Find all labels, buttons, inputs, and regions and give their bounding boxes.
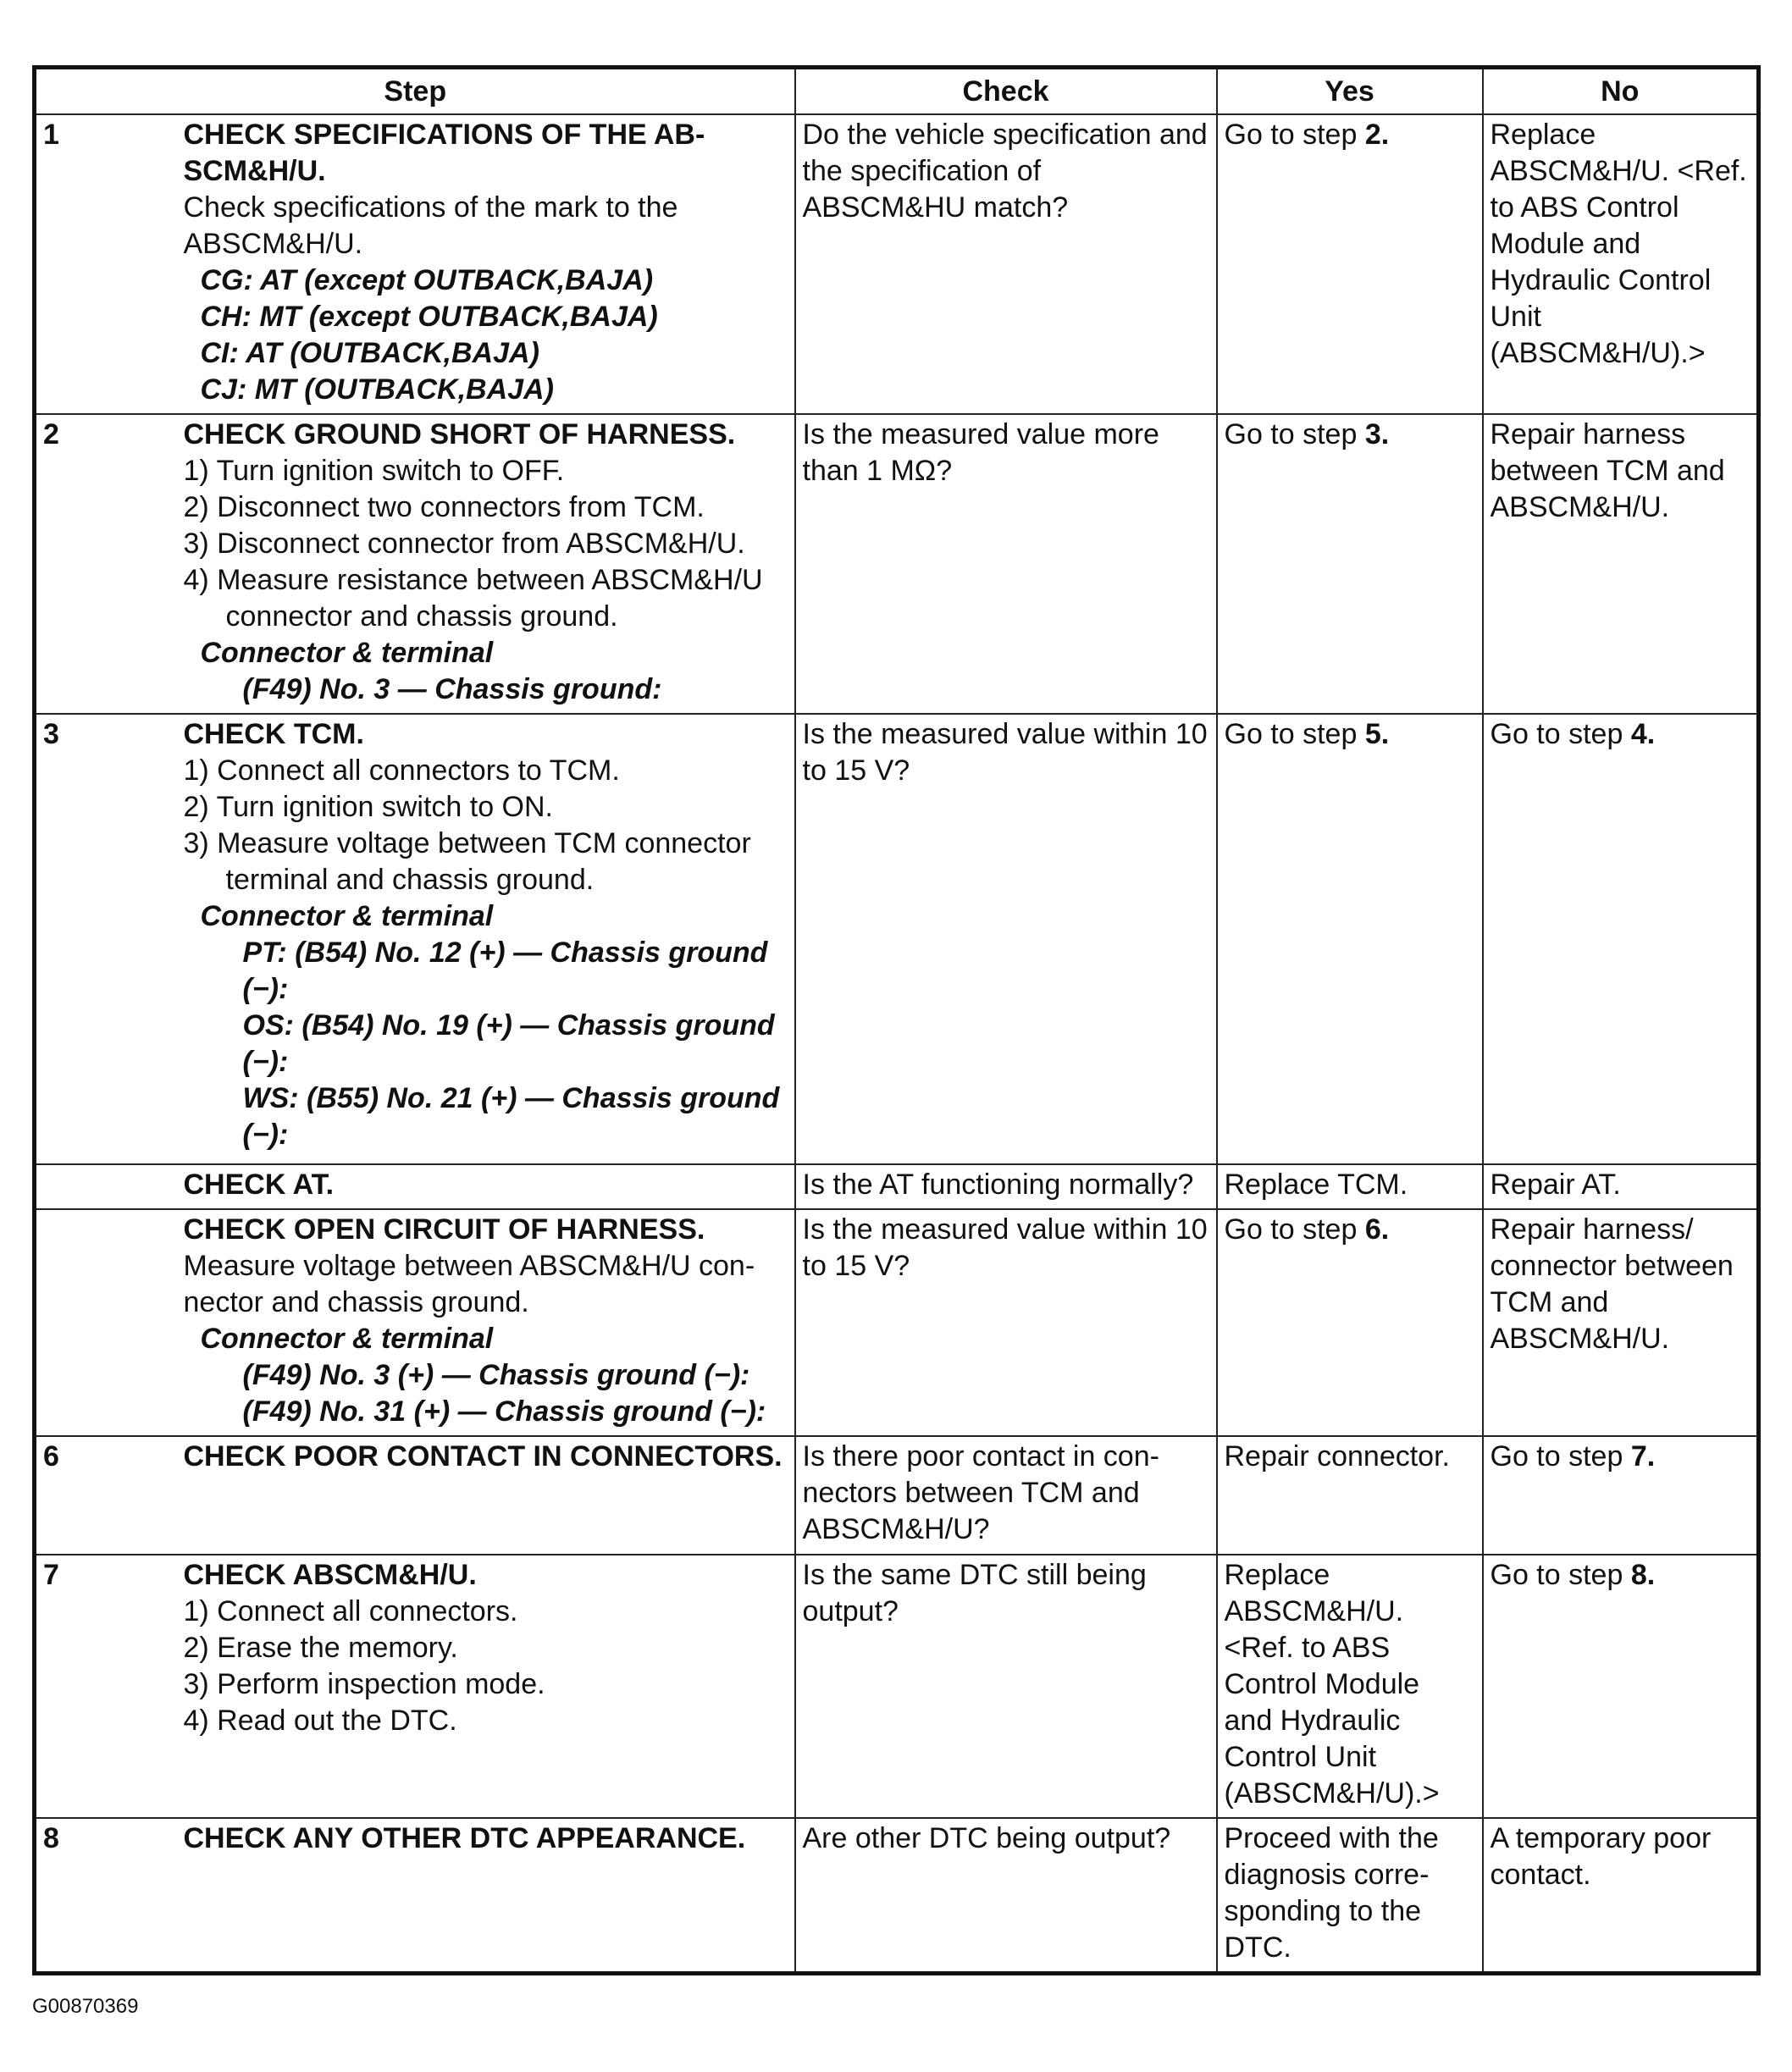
header-yes: Yes [1217, 68, 1483, 115]
no-cell: Repair AT. [1483, 1164, 1759, 1209]
yes-text: Go to step [1224, 718, 1365, 750]
step-cell [177, 1555, 795, 1818]
check-cell: Is there poor contact in con-nectors between TCM and ABSCM&H/U? [795, 1436, 1217, 1555]
step-title: CHECK SPECIFICATIONS OF THE AB-SCM&H/U. [183, 119, 705, 187]
yes-text: Go to step [1224, 119, 1365, 151]
yes-cell [1217, 1209, 1483, 1436]
yes-step: 3. [1364, 418, 1390, 450]
table-row [35, 1436, 1759, 1555]
yes-cell [1217, 414, 1483, 714]
spec-line: (F49) No. 3 (+) — Chassis ground (−): [242, 1359, 750, 1391]
table-row [35, 114, 1759, 414]
no-cell: Replace ABSCM&H/U. <Ref. to ABS Control Module and Hydraulic Control Unit (ABSCM&H/U).> [1483, 114, 1759, 414]
step-title: CHECK GROUND SHORT OF HARNESS. [183, 418, 736, 450]
no-cell: A temporary poor contact. [1483, 1818, 1759, 1974]
no-cell: Repair harness/ connector between TCM and ABSCM&H/U. [1483, 1209, 1759, 1436]
step-title: CHECK ANY OTHER DTC APPEARANCE. [183, 1822, 746, 1854]
spec-line: (F49) No. 3 — Chassis ground: [242, 673, 662, 705]
step-item: 3) Disconnect connector from ABSCM&H/U. [183, 528, 745, 560]
yes-cell: Replace ABSCM&H/U. <Ref. to ABS Control Module and Hydraulic Control Unit (ABSCM&H/U).> [1217, 1555, 1483, 1818]
step-number: 2 [35, 414, 177, 714]
spec-line: CG: AT (except OUTBACK,BAJA) [200, 264, 654, 296]
table-row [35, 714, 1759, 1164]
no-cell: Repair harness between TCM and ABSCM&H/U. [1483, 414, 1759, 714]
step-item: 3) Measure voltage between TCM connector terminal and chassis ground. [183, 827, 751, 896]
spec-label: Connector & terminal [200, 637, 494, 669]
step-title: CHECK AT. [183, 1169, 335, 1201]
yes-cell: Proceed with the diagnosis corre-sponding to the DTC. [1217, 1818, 1483, 1974]
yes-cell: Replace TCM. [1217, 1164, 1483, 1209]
diagnostic-table [32, 65, 1761, 1975]
table-row [35, 1164, 1759, 1209]
step-item: 4) Measure resistance between ABSCM&H/U connector and chassis ground. [183, 564, 763, 633]
header-step: Step [35, 68, 795, 115]
step-number [35, 1164, 177, 1209]
step-cell [177, 1436, 795, 1555]
check-cell: Is the same DTC still being output? [795, 1555, 1217, 1818]
step-title: CHECK ABSCM&H/U. [183, 1559, 477, 1591]
no-step: 7. [1630, 1440, 1656, 1473]
check-cell: Is the measured value within 10 to 15 V? [795, 714, 1217, 1164]
no-cell [1483, 1555, 1759, 1818]
step-number: 8 [35, 1818, 177, 1974]
step-title: CHECK TCM. [183, 718, 364, 750]
step-description: Check specifications of the mark to the ABSCM&H/U. [183, 191, 678, 260]
spec-line: WS: (B55) No. 21 (+) — Chassis ground (−): [242, 1082, 780, 1151]
yes-step: 2. [1364, 119, 1390, 151]
step-number: 1 [35, 114, 177, 414]
step-number: 3 [35, 714, 177, 1164]
step-number [35, 1209, 177, 1436]
spec-line: CI: AT (OUTBACK,BAJA) [200, 337, 539, 369]
yes-text: Go to step [1224, 1213, 1365, 1246]
spec-line: OS: (B54) No. 19 (+) — Chassis ground (−): [242, 1009, 775, 1078]
figure-id: G00870369 [32, 1995, 139, 2018]
step-cell [177, 1209, 795, 1436]
step-cell [177, 114, 795, 414]
no-step: 4. [1630, 718, 1656, 750]
no-cell [1483, 1436, 1759, 1555]
header-no: No [1483, 68, 1759, 115]
check-cell: Is the measured value more than 1 MΩ? [795, 414, 1217, 714]
yes-text: Go to step [1224, 418, 1365, 450]
step-item: 2) Erase the memory. [183, 1632, 458, 1664]
table-row [35, 1209, 1759, 1436]
step-item: 3) Perform inspection mode. [183, 1668, 545, 1700]
spec-line: CH: MT (except OUTBACK,BAJA) [200, 301, 658, 333]
step-cell [177, 1818, 795, 1974]
step-item: 1) Turn ignition switch to OFF. [183, 455, 565, 487]
check-cell: Is the measured value within 10 to 15 V? [795, 1209, 1217, 1436]
step-title: CHECK OPEN CIRCUIT OF HARNESS. [183, 1213, 705, 1246]
header-row [35, 68, 1759, 115]
table-row [35, 414, 1759, 714]
step-cell [177, 414, 795, 714]
spec-label: Connector & terminal [200, 1323, 494, 1355]
yes-step: 5. [1364, 718, 1390, 750]
step-item: 1) Connect all connectors to TCM. [183, 754, 620, 787]
header-check: Check [795, 68, 1217, 115]
step-item: 2) Turn ignition switch to ON. [183, 791, 554, 823]
check-cell: Do the vehicle specification and the specification of ABSCM&HU match? [795, 114, 1217, 414]
no-step: 8. [1630, 1559, 1656, 1591]
step-item: 2) Disconnect two connectors from TCM. [183, 491, 705, 523]
step-cell [177, 714, 795, 1164]
no-cell [1483, 714, 1759, 1164]
spec-line: (F49) No. 31 (+) — Chassis ground (−): [242, 1395, 766, 1428]
yes-cell [1217, 714, 1483, 1164]
table-row [35, 1818, 1759, 1974]
step-description: Measure voltage between ABSCM&H/U con-nector and chassis ground. [183, 1250, 755, 1318]
table-row [35, 1555, 1759, 1818]
no-text: Go to step [1490, 1440, 1631, 1473]
yes-cell: Repair connector. [1217, 1436, 1483, 1555]
check-cell: Is the AT functioning normally? [795, 1164, 1217, 1209]
step-title: CHECK POOR CONTACT IN CONNECTORS. [183, 1440, 783, 1473]
spec-label: Connector & terminal [200, 900, 494, 932]
step-item: 4) Read out the DTC. [183, 1705, 457, 1737]
yes-step: 6. [1364, 1213, 1390, 1246]
spec-line: CJ: MT (OUTBACK,BAJA) [200, 373, 554, 406]
step-cell [177, 1164, 795, 1209]
step-number: 7 [35, 1555, 177, 1818]
no-text: Go to step [1490, 718, 1631, 750]
spec-line: PT: (B54) No. 12 (+) — Chassis ground (−): [242, 937, 768, 1005]
step-item: 1) Connect all connectors. [183, 1595, 518, 1627]
yes-cell [1217, 114, 1483, 414]
check-cell: Are other DTC being output? [795, 1818, 1217, 1974]
no-text: Go to step [1490, 1559, 1631, 1591]
step-number: 6 [35, 1436, 177, 1555]
